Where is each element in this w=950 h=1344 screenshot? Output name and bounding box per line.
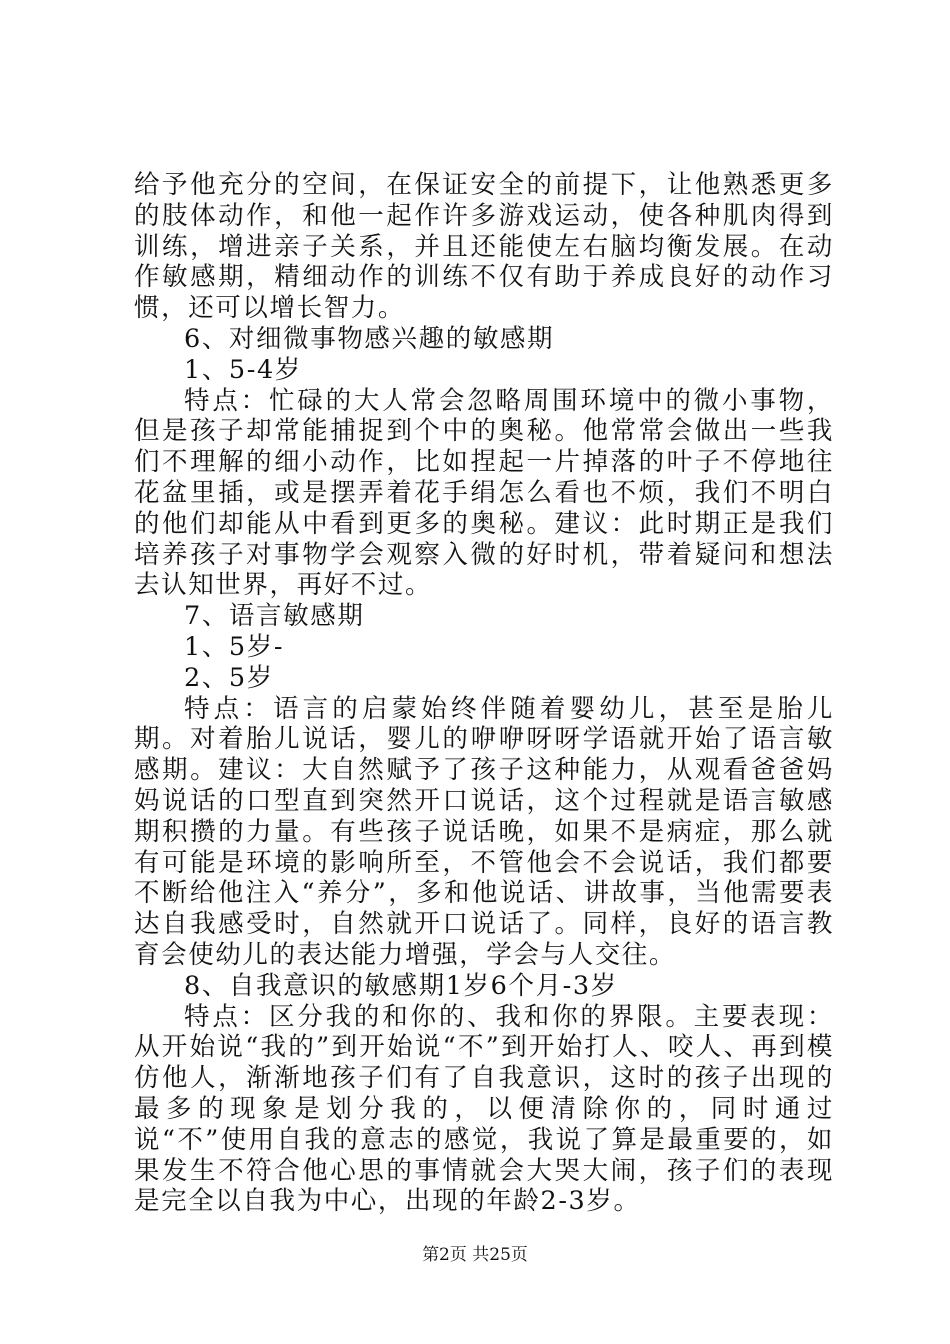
heading-section-8: 8、自我意识的敏感期1岁6个月-3岁 bbox=[184, 970, 618, 1001]
paragraph-features: 特点：语言的启蒙始终伴随着婴幼儿，甚至是胎儿期。对着胎儿说话，婴儿的咿咿呀呀学语就开始了语言敏感期。建议：大自然赋予了孩子这种能力，从观看爸爸妈妈说话的口型直到突然开口说话，这个过程就是语言敏感期积攒的力量。有些孩子说话晚，如果不是病症，那么就有可能是环境的影响所至，不管他会不会说话，我们都要不断给他注入“养分”，多和他说话、讲故事，当他需要表达自我感受时，自然就开口说话了。同样，良好的语言教育会使幼儿的表达能力增强，学会与人交往。 bbox=[134, 693, 834, 970]
age-range-label: 1、5岁- bbox=[184, 631, 285, 662]
page-number-footer: 第2页 共25页 bbox=[422, 1245, 528, 1265]
age-range-label: 1、5-4岁 bbox=[184, 354, 302, 385]
document-body bbox=[134, 170, 834, 1217]
paragraph-continuation: 给予他充分的空间，在保证安全的前提下，让他熟悉更多的肢体动作，和他一起作许多游戏运动，使各种肌肉得到训练，增进亲子关系，并且还能使左右脑均衡发展。在动作敏感期，精细动作的训练不仅有助于养成良好的动作习惯，还可以增长智力。 bbox=[134, 170, 834, 324]
age-range-label: 2、5岁 bbox=[184, 662, 274, 693]
heading-section-6: 6、对细微事物感兴趣的敏感期 bbox=[184, 323, 555, 354]
heading-section-7: 7、语言敏感期 bbox=[184, 601, 365, 632]
paragraph-features: 特点：区分我的和你的、我和你的界限。主要表现：从开始说“我的”到开始说“不”到开始打人、咬人、再到模仿他人，渐渐地孩子们有了自我意识，这时的孩子出现的最多的现象是划分我的，以便清除你的，同时通过说“不”使用自我的意志的感觉，我说了算是最重要的，如果发生不符合他心思的事情就会大哭大闹，孩子们的表现是完全以自我为中心，出现的年龄2-3岁。 bbox=[134, 1001, 834, 1217]
paragraph-features: 特点：忙碌的大人常会忽略周围环境中的微小事物，但是孩子却常能捕捉到个中的奥秘。他常常会做出一些我们不理解的细小动作，比如捏起一片掉落的叶子不停地往花盆里插，或是摆弄着花手绢怎么看也不烦，我们不明白的他们却能从中看到更多的奥秘。建议：此时期正是我们培养孩子对事物学会观察入微的好时机，带着疑问和想法去认知世界，再好不过。 bbox=[134, 385, 834, 601]
